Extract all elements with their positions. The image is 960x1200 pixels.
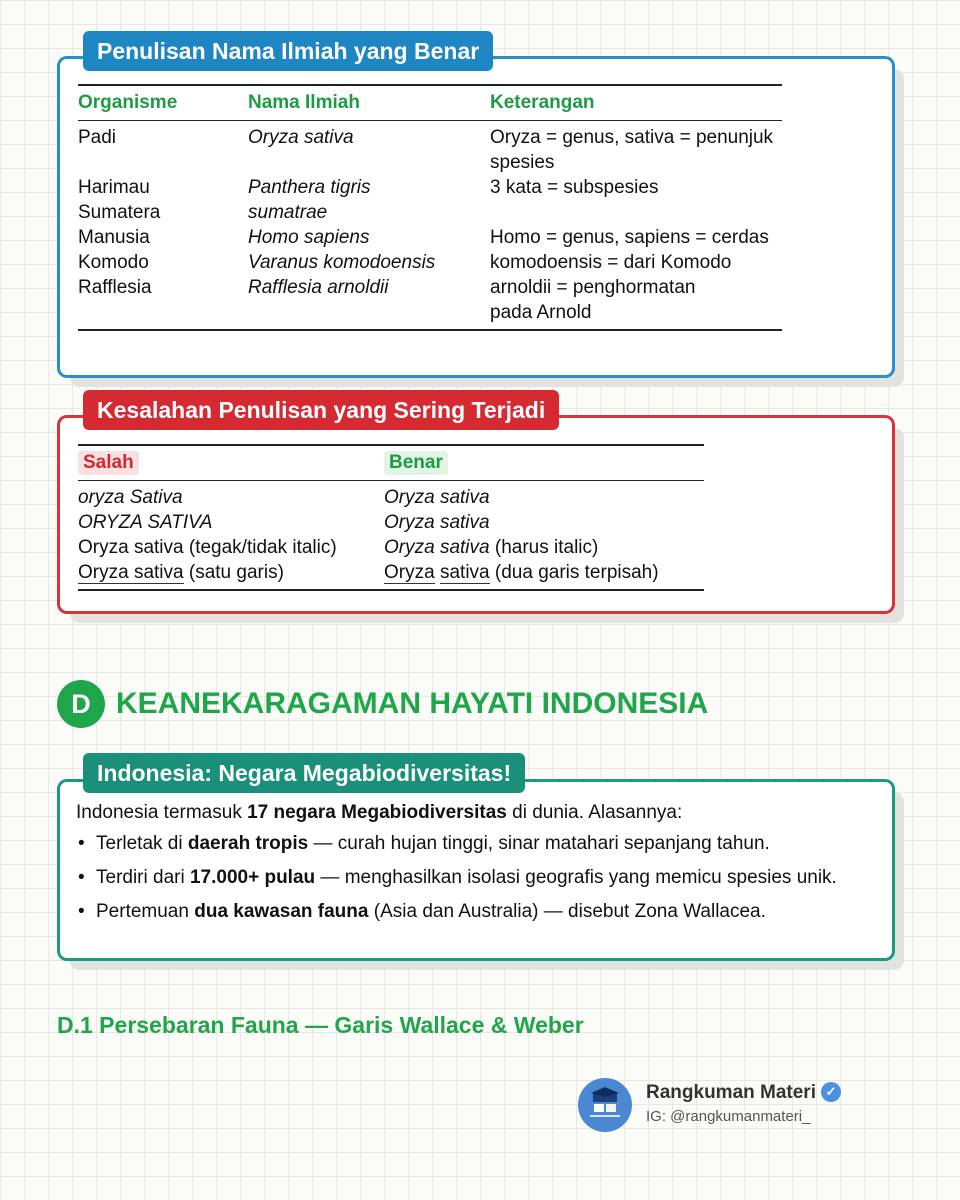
common-mistakes-card-title: Kesalahan Penulisan yang Sering Terjadi	[83, 390, 559, 430]
description: Homo = genus, sapiens = cerdas	[490, 227, 769, 248]
section-title: KEANEKARAGAMAN HAYATI INDONESIA	[116, 687, 709, 720]
table-row	[78, 560, 704, 590]
megabiodiversity-card-title: Indonesia: Negara Megabiodiversitas!	[83, 753, 525, 793]
table-header-row	[78, 445, 704, 481]
scientific-name-card-title: Penulisan Nama Ilmiah yang Benar	[83, 31, 493, 71]
description: arnoldii = penghormatan pada Arnold	[490, 277, 696, 323]
organism-name: Manusia	[78, 227, 150, 248]
scientific-name: Homo sapiens	[248, 227, 370, 248]
list-item: • Terletak di daerah tropis — curah hujan tinggi, sinar matahari sepanjang tahun.	[76, 831, 876, 856]
list-item: • Pertemuan dua kawasan fauna (Asia dan Australia) — disebut Zona Wallacea.	[76, 899, 876, 924]
organism-name: Padi	[78, 127, 117, 148]
megabiodiversity-text	[76, 800, 876, 933]
scientific-name: Varanus komodoensis	[248, 252, 436, 273]
wrong-example: Oryza sativa (tegak/tidak italic)	[78, 537, 337, 558]
correct-example: Oryza sativa (dua garis terpisah)	[384, 562, 659, 583]
description: komodoensis = dari Komodo	[490, 252, 732, 273]
scientific-name: Panthera tigris sumatrae	[248, 177, 371, 223]
col-header-keterangan: Keterangan	[490, 92, 595, 113]
benar-badge: Benar	[384, 451, 448, 475]
table-row	[78, 175, 782, 225]
list-item: • Terdiri dari 17.000+ pulau — menghasilkan isolasi geografis yang memicu spesies unik.	[76, 865, 876, 890]
subsection-title: D.1 Persebaran Fauna — Garis Wallace & Weber	[57, 1012, 584, 1038]
mistakes-table	[78, 444, 704, 591]
table-row	[78, 535, 704, 560]
brand-name: Rangkuman Materi ✓	[646, 1082, 841, 1104]
table-row	[78, 250, 782, 275]
wrong-example: oryza Sativa	[78, 487, 183, 508]
reasons-list	[76, 831, 876, 924]
description: 3 kata = subspesies	[490, 177, 659, 198]
wrong-example: Oryza sativa (satu garis)	[78, 562, 284, 583]
correct-example: Oryza sativa	[384, 512, 490, 533]
scientific-name: Oryza sativa	[248, 127, 354, 148]
correct-example: Oryza sativa (harus italic)	[384, 537, 599, 558]
col-header-nama-ilmiah: Nama Ilmiah	[248, 92, 360, 113]
scientific-name-table	[78, 84, 782, 331]
scientific-name: Rafflesia arnoldii	[248, 277, 389, 298]
correct-example: Oryza sativa	[384, 487, 490, 508]
organism-name: Harimau Sumatera	[78, 177, 161, 223]
wrong-example: ORYZA SATIVA	[78, 512, 213, 533]
check-badge-icon: ✓	[821, 1082, 841, 1102]
table-row	[78, 121, 782, 176]
organism-name: Komodo	[78, 252, 149, 273]
table-row	[78, 481, 704, 511]
intro-line: Indonesia termasuk 17 negara Megabiodiversitas di dunia. Alasannya:	[76, 802, 683, 823]
table-row	[78, 510, 704, 535]
description: Oryza = genus, sativa = penunjuk spesies	[490, 127, 774, 173]
brand-logo-icon	[578, 1078, 632, 1132]
table-row	[78, 275, 782, 330]
instagram-handle: IG: @rangkumanmateri_	[646, 1108, 811, 1125]
table-row	[78, 225, 782, 250]
section-letter-badge: D	[57, 680, 105, 728]
table-header-row	[78, 85, 782, 121]
salah-badge: Salah	[78, 451, 139, 475]
col-header-organisme: Organisme	[78, 92, 178, 113]
organism-name: Rafflesia	[78, 277, 152, 298]
